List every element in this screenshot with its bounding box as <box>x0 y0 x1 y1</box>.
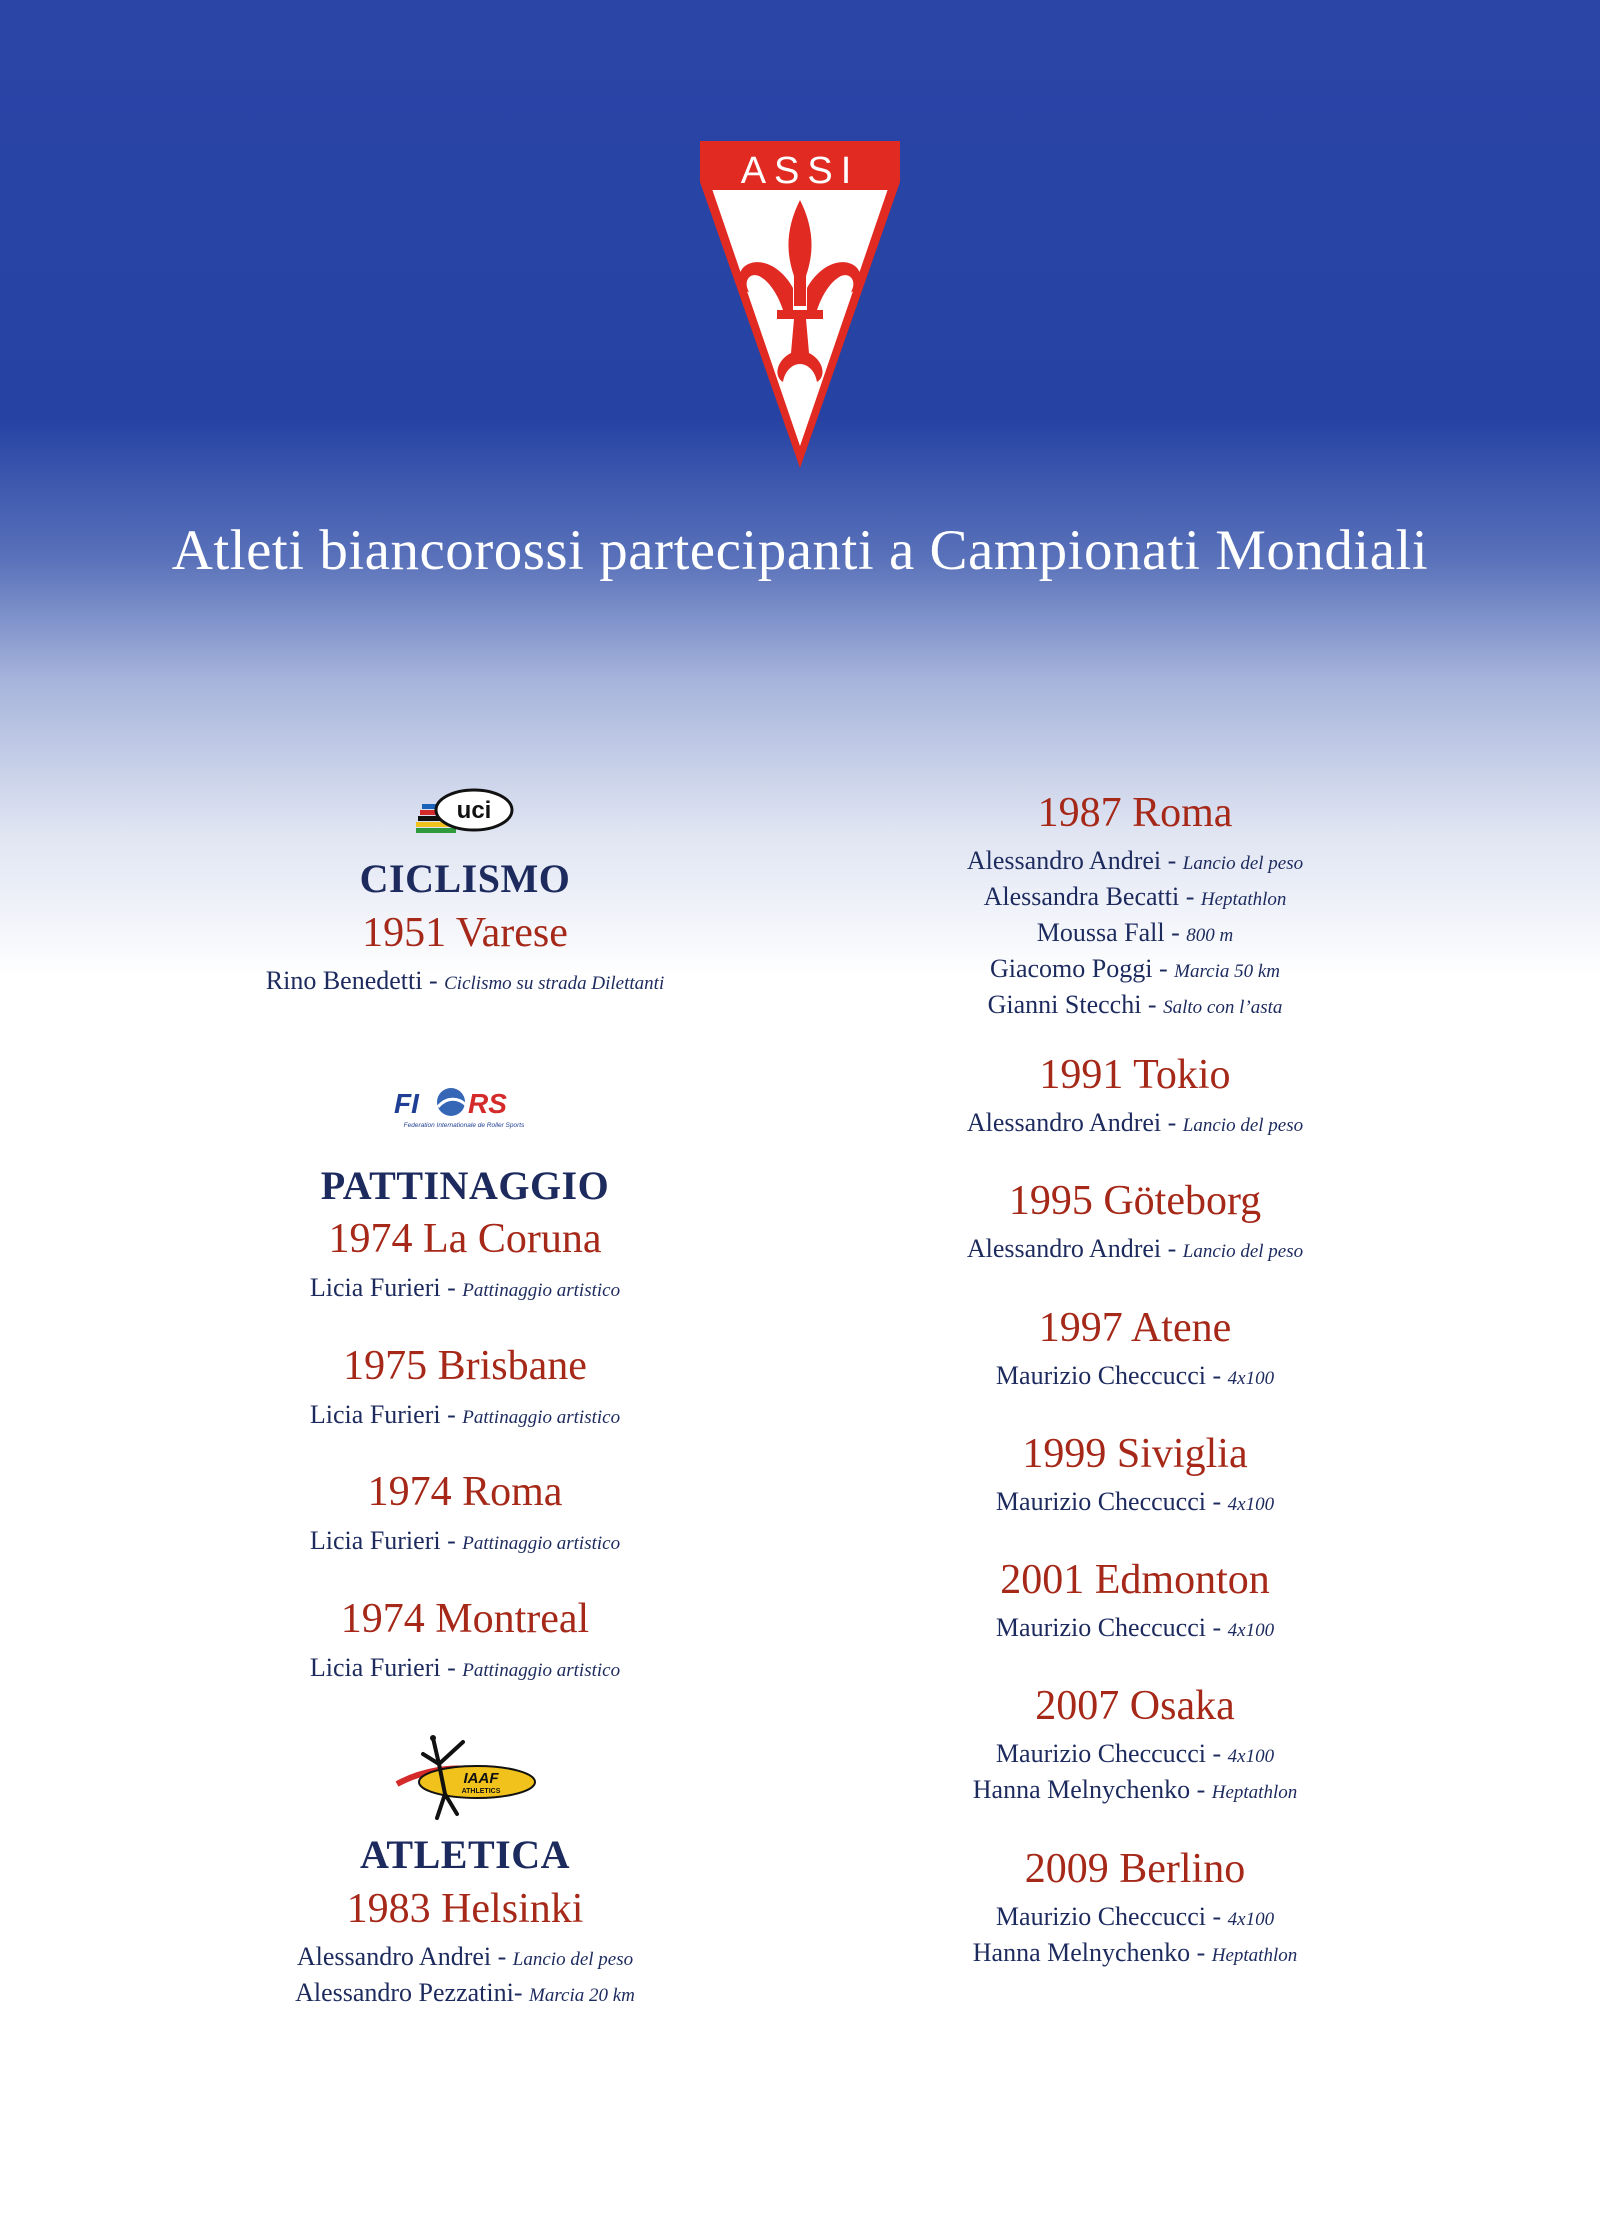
athlete-name: Hanna Melnychenko <box>972 1938 1191 1967</box>
event-title: 2001 Edmonton <box>1000 1557 1270 1603</box>
iaaf-logo-subtitle: ATHLETICS <box>461 1788 501 1795</box>
athlete-discipline: 4x100 <box>1227 1909 1275 1930</box>
separator: - <box>440 1653 463 1682</box>
athlete-discipline: Ciclismo su strada Dilettanti <box>444 973 665 994</box>
separator: - <box>1205 1361 1228 1390</box>
separator: - <box>1205 1739 1228 1768</box>
athlete-line <box>175 1397 755 1436</box>
separator: - <box>422 966 445 995</box>
athlete-line <box>850 1358 1420 1397</box>
athlete-name: Maurizio Checcucci <box>995 1487 1206 1516</box>
athlete-name: Licia Furieri <box>309 1653 441 1682</box>
separator: - <box>1190 1938 1212 1967</box>
athlete-name: Alessandra Becatti <box>983 882 1180 911</box>
separator: - <box>1205 1902 1228 1931</box>
athlete-line <box>850 1736 1420 1775</box>
athlete-name: Alessandro Pezzatini <box>295 1978 514 2007</box>
athlete-line <box>175 1975 755 2014</box>
athlete-discipline: Lancio del peso <box>1182 1241 1304 1262</box>
athlete-name: Alessandro Andrei <box>966 1234 1162 1263</box>
athlete-name: Rino Benedetti <box>265 966 423 995</box>
athlete-line <box>175 1939 755 1978</box>
separator: - <box>513 1978 530 2007</box>
separator: - <box>1161 1108 1183 1137</box>
separator: - <box>440 1400 463 1429</box>
athlete-line <box>850 915 1420 954</box>
uci-logo <box>416 784 516 840</box>
separator: - <box>1161 1234 1183 1263</box>
athlete-line <box>850 1935 1420 1974</box>
athlete-name: Hanna Melnychenko <box>972 1775 1191 1804</box>
event-title: 1991 Tokio <box>1039 1052 1231 1098</box>
athlete-discipline: Pattinaggio artistico <box>462 1660 621 1681</box>
logo-text: ASSI <box>740 150 860 192</box>
athlete-discipline: 4x100 <box>1227 1620 1275 1641</box>
separator: - <box>440 1526 463 1555</box>
event-title: 1975 Brisbane <box>343 1343 587 1389</box>
iaaf-logo <box>393 1734 539 1820</box>
uci-logo-text: uci <box>456 797 492 824</box>
athlete-discipline: Heptathlon <box>1211 1945 1298 1966</box>
section-title-atletica: ATLETICA <box>360 1832 570 1877</box>
separator: - <box>1179 882 1201 911</box>
athlete-discipline: Salto con l’asta <box>1163 997 1283 1018</box>
event-title: 1995 Göteborg <box>1008 1178 1262 1224</box>
page-title: Atleti biancorossi partecipanti a Campionati Mondiali <box>171 519 1429 582</box>
athlete-name: Giacomo Poggi <box>989 954 1153 983</box>
firs-logo-text-left: FI <box>394 1088 419 1119</box>
athlete-discipline: Heptathlon <box>1211 1782 1298 1803</box>
event-title: 2009 Berlino <box>1024 1846 1246 1892</box>
athlete-name: Gianni Stecchi <box>987 990 1142 1019</box>
athlete-discipline: 800 m <box>1186 925 1234 946</box>
athlete-name: Alessandro Andrei <box>296 1942 492 1971</box>
assi-logo <box>697 138 903 472</box>
event-title: 1951 Varese <box>362 910 568 956</box>
separator: - <box>1205 1613 1228 1642</box>
event-title: 1999 Siviglia <box>1022 1431 1248 1477</box>
athlete-name: Maurizio Checcucci <box>995 1613 1206 1642</box>
athlete-discipline: 4x100 <box>1227 1494 1275 1515</box>
athlete-name: Maurizio Checcucci <box>995 1361 1206 1390</box>
athlete-name: Moussa Fall <box>1036 918 1165 947</box>
athlete-line <box>175 1270 755 1309</box>
event-title: 1974 Montreal <box>340 1596 590 1642</box>
athlete-line <box>850 1772 1420 1811</box>
athlete-name: Licia Furieri <box>309 1400 441 1429</box>
athlete-name: Licia Furieri <box>309 1526 441 1555</box>
athlete-discipline: Lancio del peso <box>512 1949 634 1970</box>
athlete-line <box>850 951 1420 990</box>
athlete-discipline: Heptathlon <box>1200 889 1287 910</box>
athlete-line <box>850 843 1420 882</box>
separator: - <box>491 1942 513 1971</box>
athlete-line <box>850 1105 1420 1144</box>
event-title: 1974 La Coruna <box>328 1216 602 1262</box>
athlete-discipline: Pattinaggio artistico <box>462 1407 621 1428</box>
athlete-discipline: 4x100 <box>1227 1746 1275 1767</box>
athlete-discipline: Marcia 20 km <box>529 1985 635 2006</box>
athlete-line <box>850 1899 1420 1938</box>
event-title: 2007 Osaka <box>1035 1683 1235 1729</box>
athlete-line <box>850 1484 1420 1523</box>
athlete-name: Licia Furieri <box>309 1273 441 1302</box>
athlete-discipline: Pattinaggio artistico <box>462 1533 621 1554</box>
firs-logo-text-right: RS <box>468 1088 507 1119</box>
athlete-line <box>850 1610 1420 1649</box>
athlete-discipline: Marcia 50 km <box>1174 961 1281 982</box>
separator: - <box>1141 990 1164 1019</box>
athlete-name: Maurizio Checcucci <box>995 1739 1206 1768</box>
athlete-discipline: Lancio del peso <box>1182 1115 1304 1136</box>
event-title: 1987 Roma <box>1037 790 1233 836</box>
firs-logo-subtitle: Federation Internationale de Roller Sports <box>403 1122 525 1129</box>
section-title-ciclismo: CICLISMO <box>359 856 571 901</box>
section-title-pattinaggio: PATTINAGGIO <box>320 1163 610 1208</box>
athlete-discipline: Lancio del peso <box>1182 853 1304 874</box>
athlete-name: Alessandro Andrei <box>966 1108 1162 1137</box>
event-title: 1997 Atene <box>1038 1305 1232 1351</box>
event-title: 1983 Helsinki <box>346 1886 584 1932</box>
athlete-line <box>175 1523 755 1562</box>
separator: - <box>1164 918 1187 947</box>
separator: - <box>1152 954 1175 983</box>
athlete-line <box>175 1650 755 1689</box>
athlete-line <box>850 879 1420 918</box>
athlete-name: Alessandro Andrei <box>966 846 1162 875</box>
separator: - <box>440 1273 463 1302</box>
athlete-discipline: Pattinaggio artistico <box>462 1280 621 1301</box>
athlete-discipline: 4x100 <box>1227 1368 1275 1389</box>
athlete-line <box>850 1231 1420 1270</box>
athlete-name: Maurizio Checcucci <box>995 1902 1206 1931</box>
athlete-line <box>175 963 755 1002</box>
separator: - <box>1190 1775 1212 1804</box>
event-title: 1974 Roma <box>367 1469 563 1515</box>
separator: - <box>1205 1487 1228 1516</box>
iaaf-logo-text: IAAF <box>463 1770 499 1787</box>
separator: - <box>1161 846 1183 875</box>
athlete-line <box>850 987 1420 1026</box>
firs-logo <box>394 1085 538 1131</box>
